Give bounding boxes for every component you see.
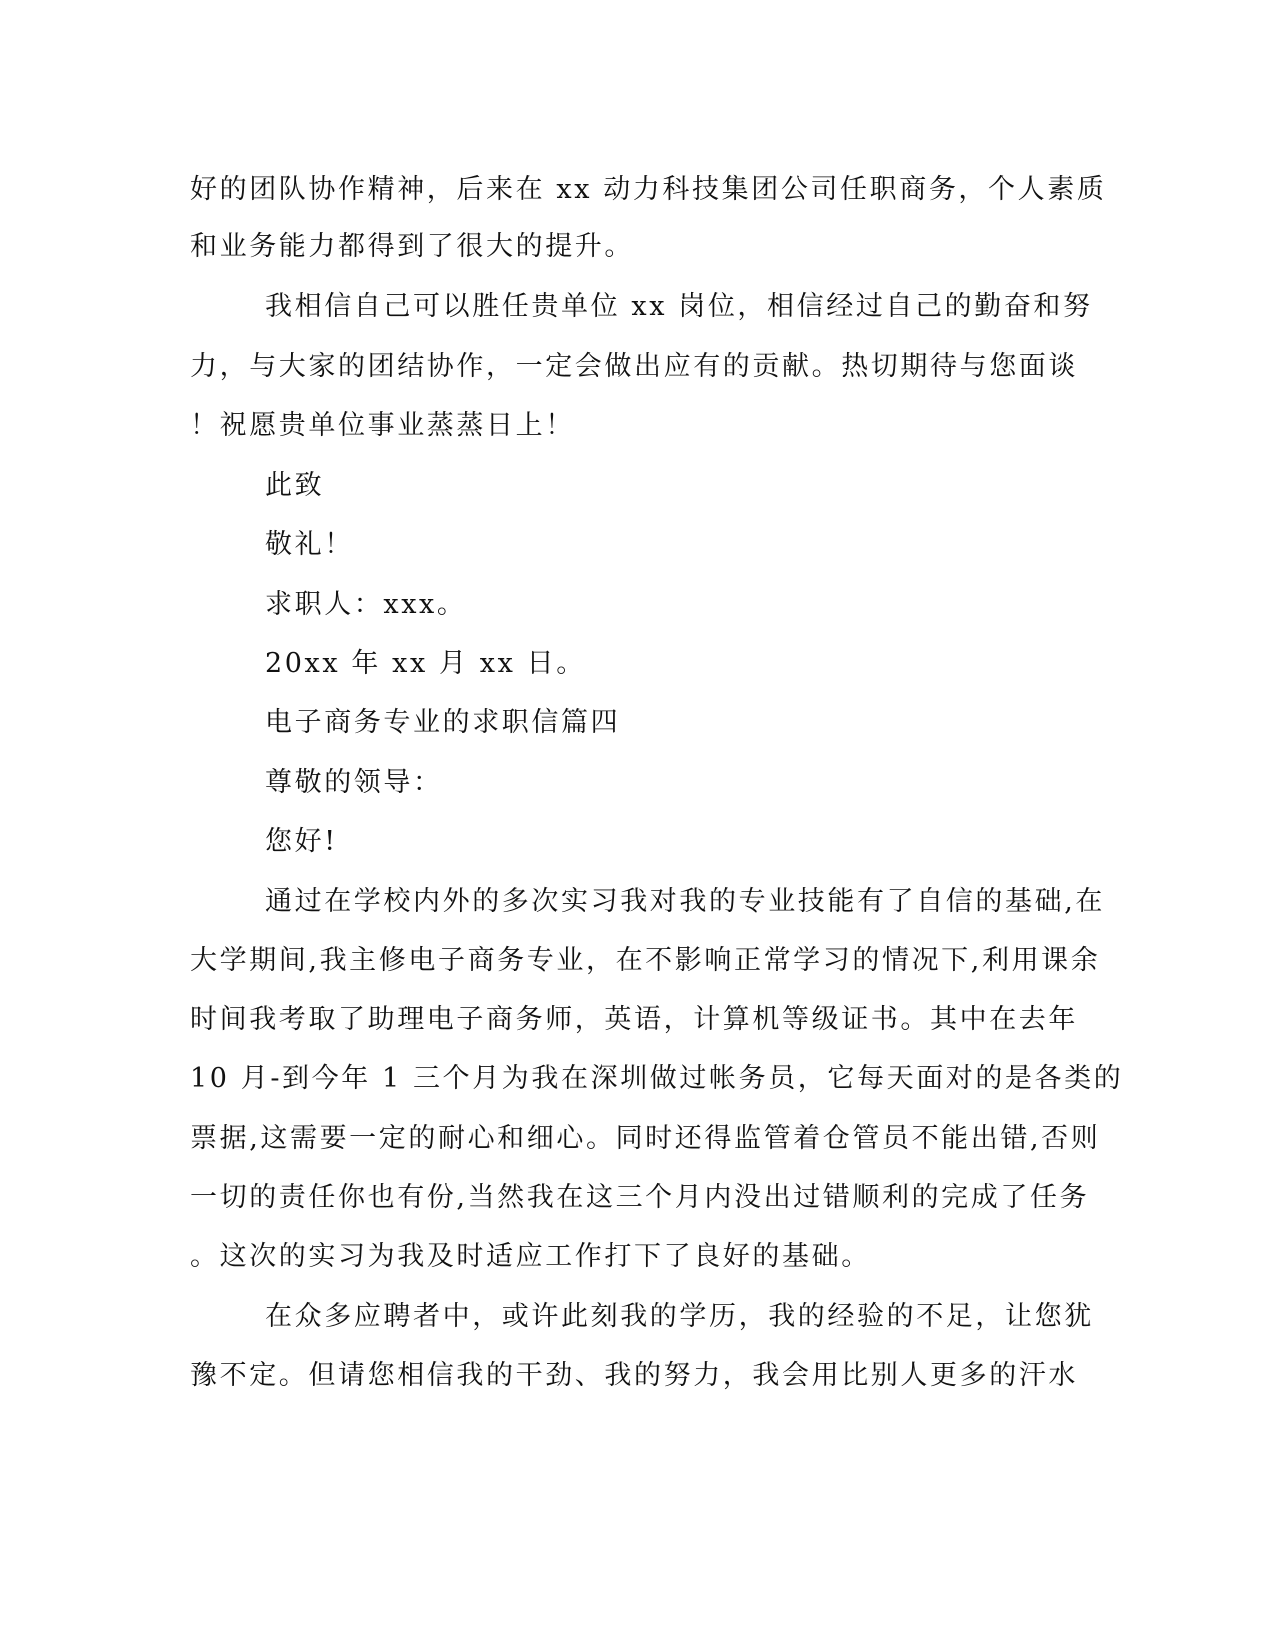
- body-line: 我相信自己可以胜任贵单位 xx 岗位，相信经过自己的勤奋和努: [265, 291, 1093, 322]
- body-line: 力，与大家的团结协作，一定会做出应有的贡献。热切期待与您面谈: [190, 351, 1078, 382]
- closing-line: 此致: [265, 470, 325, 501]
- greeting-line: 尊敬的领导：: [265, 767, 443, 798]
- body-line: 时间我考取了助理电子商务师，英语，计算机等级证书。其中在去年: [190, 1004, 1078, 1035]
- body-line: 一切的责任你也有份,当然我在这三个月内没出过错顺利的完成了任务: [190, 1182, 1090, 1213]
- signature-line: 求职人：xxx。: [265, 589, 467, 620]
- body-line: 豫不定。但请您相信我的干劲、我的努力，我会用比别人更多的汗水: [190, 1360, 1078, 1391]
- body-line: 和业务能力都得到了很大的提升。: [190, 231, 634, 262]
- body-line: ！祝愿贵单位事业蒸蒸日上！: [190, 410, 575, 441]
- body-line: 通过在学校内外的多次实习我对我的专业技能有了自信的基础,在: [265, 886, 1105, 917]
- date-line: 20xx 年 xx 月 xx 日。: [265, 648, 586, 679]
- salutation-line: 敬礼！: [265, 529, 354, 560]
- body-line: 在众多应聘者中，或许此刻我的学历，我的经验的不足，让您犹: [265, 1301, 1094, 1332]
- section-title: 电子商务专业的求职信篇四: [265, 707, 621, 738]
- body-line: 好的团队协作精神，后来在 xx 动力科技集团公司任职商务，个人素质: [190, 174, 1107, 205]
- body-line: 。这次的实习为我及时适应工作打下了良好的基础。: [190, 1241, 871, 1272]
- body-line: 大学期间,我主修电子商务专业，在不影响正常学习的情况下,利用课余: [190, 945, 1101, 976]
- greeting-line: 您好!: [265, 826, 338, 857]
- body-line: 票据,这需要一定的耐心和细心。同时还得监管着仓管员不能出错,否则: [190, 1123, 1101, 1154]
- body-line: 10 月-到今年 1 三个月为我在深圳做过帐务员，它每天面对的是各类的: [190, 1063, 1124, 1094]
